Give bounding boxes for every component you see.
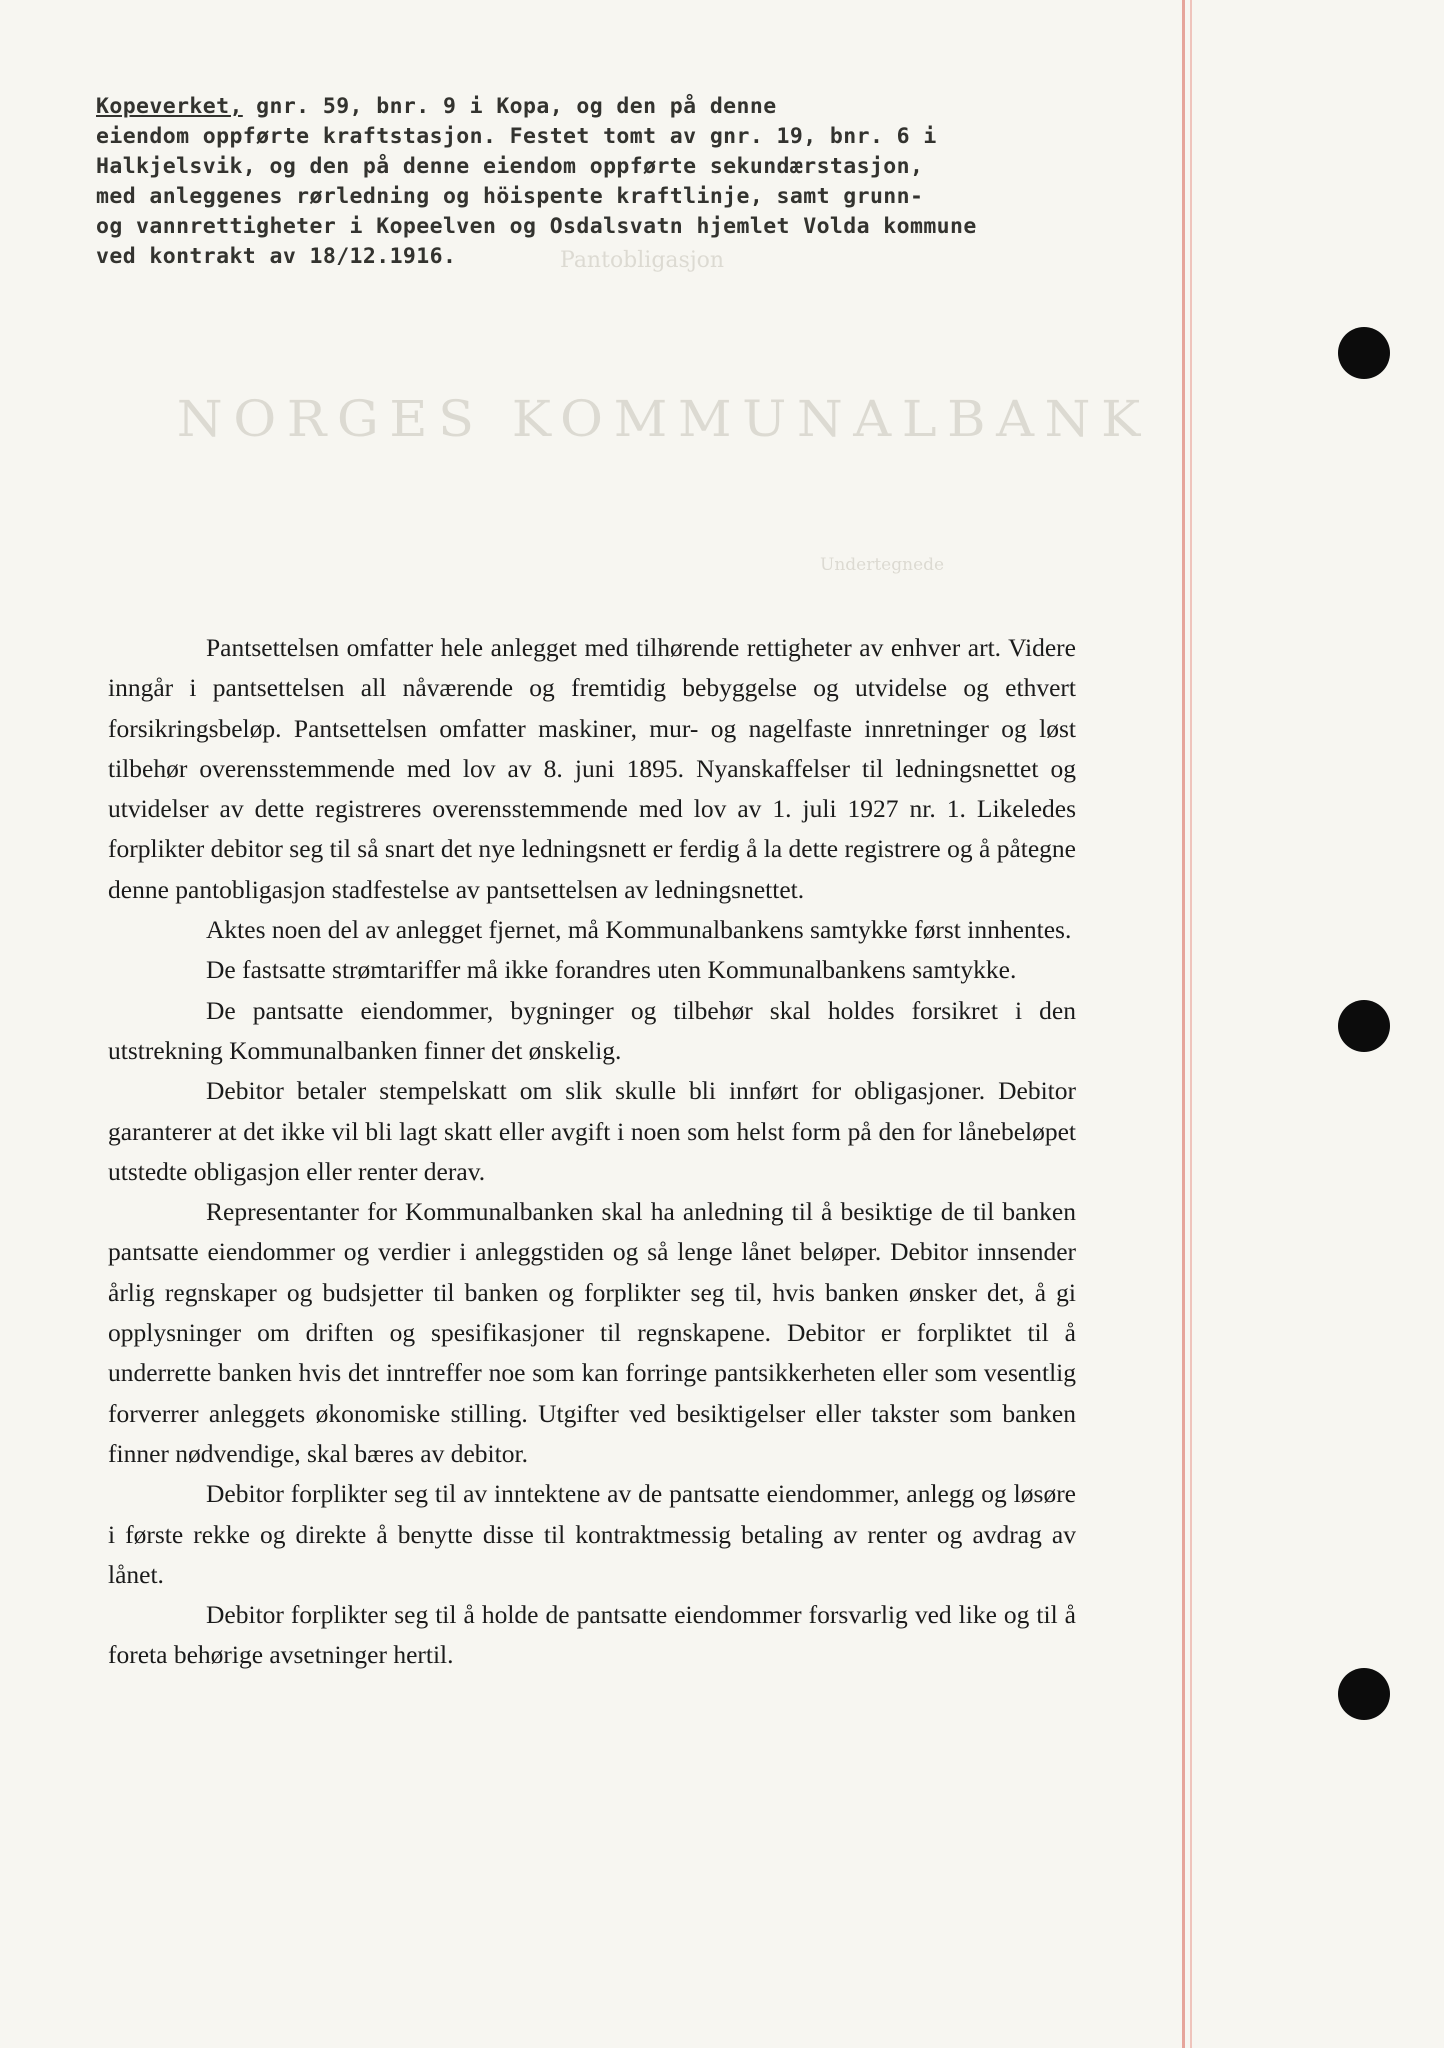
paragraph: Representanter for Kommunalbanken skal ha anledning til å besiktige de til banken pantsatte eiendommer og verdier i anleggstiden og så lenge lånet beløper. Debitor innsender årlig regnskaper og budsjetter til banken og forplikter seg til, hvis banken ønsker det, å gi opplysninger om driften og spesifikasjoner til regnskapene. Debitor er forpliktet til å underrette banken hvis det inntreffer noe som kan forringe pantsikkerheten eller som vesentlig forverrer anleggets økonomiske stilling. Utgifter ved besiktigelser eller takster som banken finner nødvendige, skal bæres av debitor.	[108, 1197, 1076, 1468]
paragraph: De pantsatte eiendommer, bygninger og tilbehør skal holdes forsikret i den utstrekning Kommunalbanken finner det ønskelig.	[108, 995, 1076, 1065]
typed-line: Halkjelsvik, og den på denne eiendom oppførte sekundærstasjon,	[96, 154, 924, 179]
binder-hole	[1338, 327, 1390, 379]
margin-rule	[1182, 0, 1185, 2048]
printed-terms	[108, 628, 1076, 1676]
typewritten-property-description	[96, 92, 1236, 272]
paragraph: Aktes noen del av anlegget fjernet, må Kommunalbankens samtykke først innhentes.	[206, 915, 1072, 945]
typed-line: og vannrettigheter i Kopeelven og Osdalsvatn hjemlet Volda kommune	[96, 214, 977, 239]
paragraph: De fastsatte strømtariffer må ikke forandres uten Kommunalbankens samtykke.	[206, 955, 1017, 985]
typed-line: Kopeverket, gnr. 59, bnr. 9 i Kopa, og den på denne	[96, 94, 777, 119]
bleed-through-text: Undertegnede	[820, 555, 945, 575]
bleed-through-heading: NORGES KOMMUNALBANK	[176, 390, 1151, 448]
margin-rule	[1190, 0, 1192, 2048]
paragraph: Debitor betaler stempelskatt om slik skulle bli innført for obligasjoner. Debitor garanterer at det ikke vil bli lagt skatt eller avgift i noen som helst form på den for lånebeløpet utstedte obligasjon eller renter derav.	[108, 1076, 1076, 1186]
typed-line: med anleggenes rørledning og höispente kraftlinje, samt grunn-	[96, 184, 924, 209]
property-name: Kopeverket,	[96, 94, 243, 119]
paragraph: Pantsettelsen omfatter hele anlegget med tilhørende rettigheter av enhver art. Videre inngår i pantsettelsen all nåværende og fremtidig bebyggelse og utvidelse og ethvert forsikringsbeløp. Pantsettelsen omfatter maskiner, mur- og nagelfaste innretninger og løst tilbehør overensstemmende med lov av 8. juni 1895. Nyanskaffelser til ledningsnettet og utvidelser av dette registreres overensstemmende med lov av 1. juli 1927 nr. 1. Likeledes forplikter debitor seg til så snart det nye ledningsnett er ferdig å la dette registrere og å påtegne denne pantobligasjon stadfestelse av pantsettelsen av ledningsnettet.	[108, 633, 1076, 904]
binder-hole	[1338, 1000, 1390, 1052]
paragraph: Debitor forplikter seg til å holde de pantsatte eiendommer forsvarlig ved like og til å foreta behørige avsetninger hertil.	[108, 1600, 1076, 1670]
paragraph: Debitor forplikter seg til av inntektene av de pantsatte eiendommer, anlegg og løsøre i første rekke og direkte å benytte disse til kontraktmessig betaling av renter og avdrag av lånet.	[108, 1479, 1076, 1589]
typed-line: eiendom oppførte kraftstasjon. Festet tomt av gnr. 19, bnr. 6 i	[96, 124, 937, 149]
typed-line: ved kontrakt av 18/12.1916.	[96, 244, 457, 269]
binder-hole	[1338, 1668, 1390, 1720]
bleed-through-text: Pantobligasjon	[560, 248, 725, 273]
